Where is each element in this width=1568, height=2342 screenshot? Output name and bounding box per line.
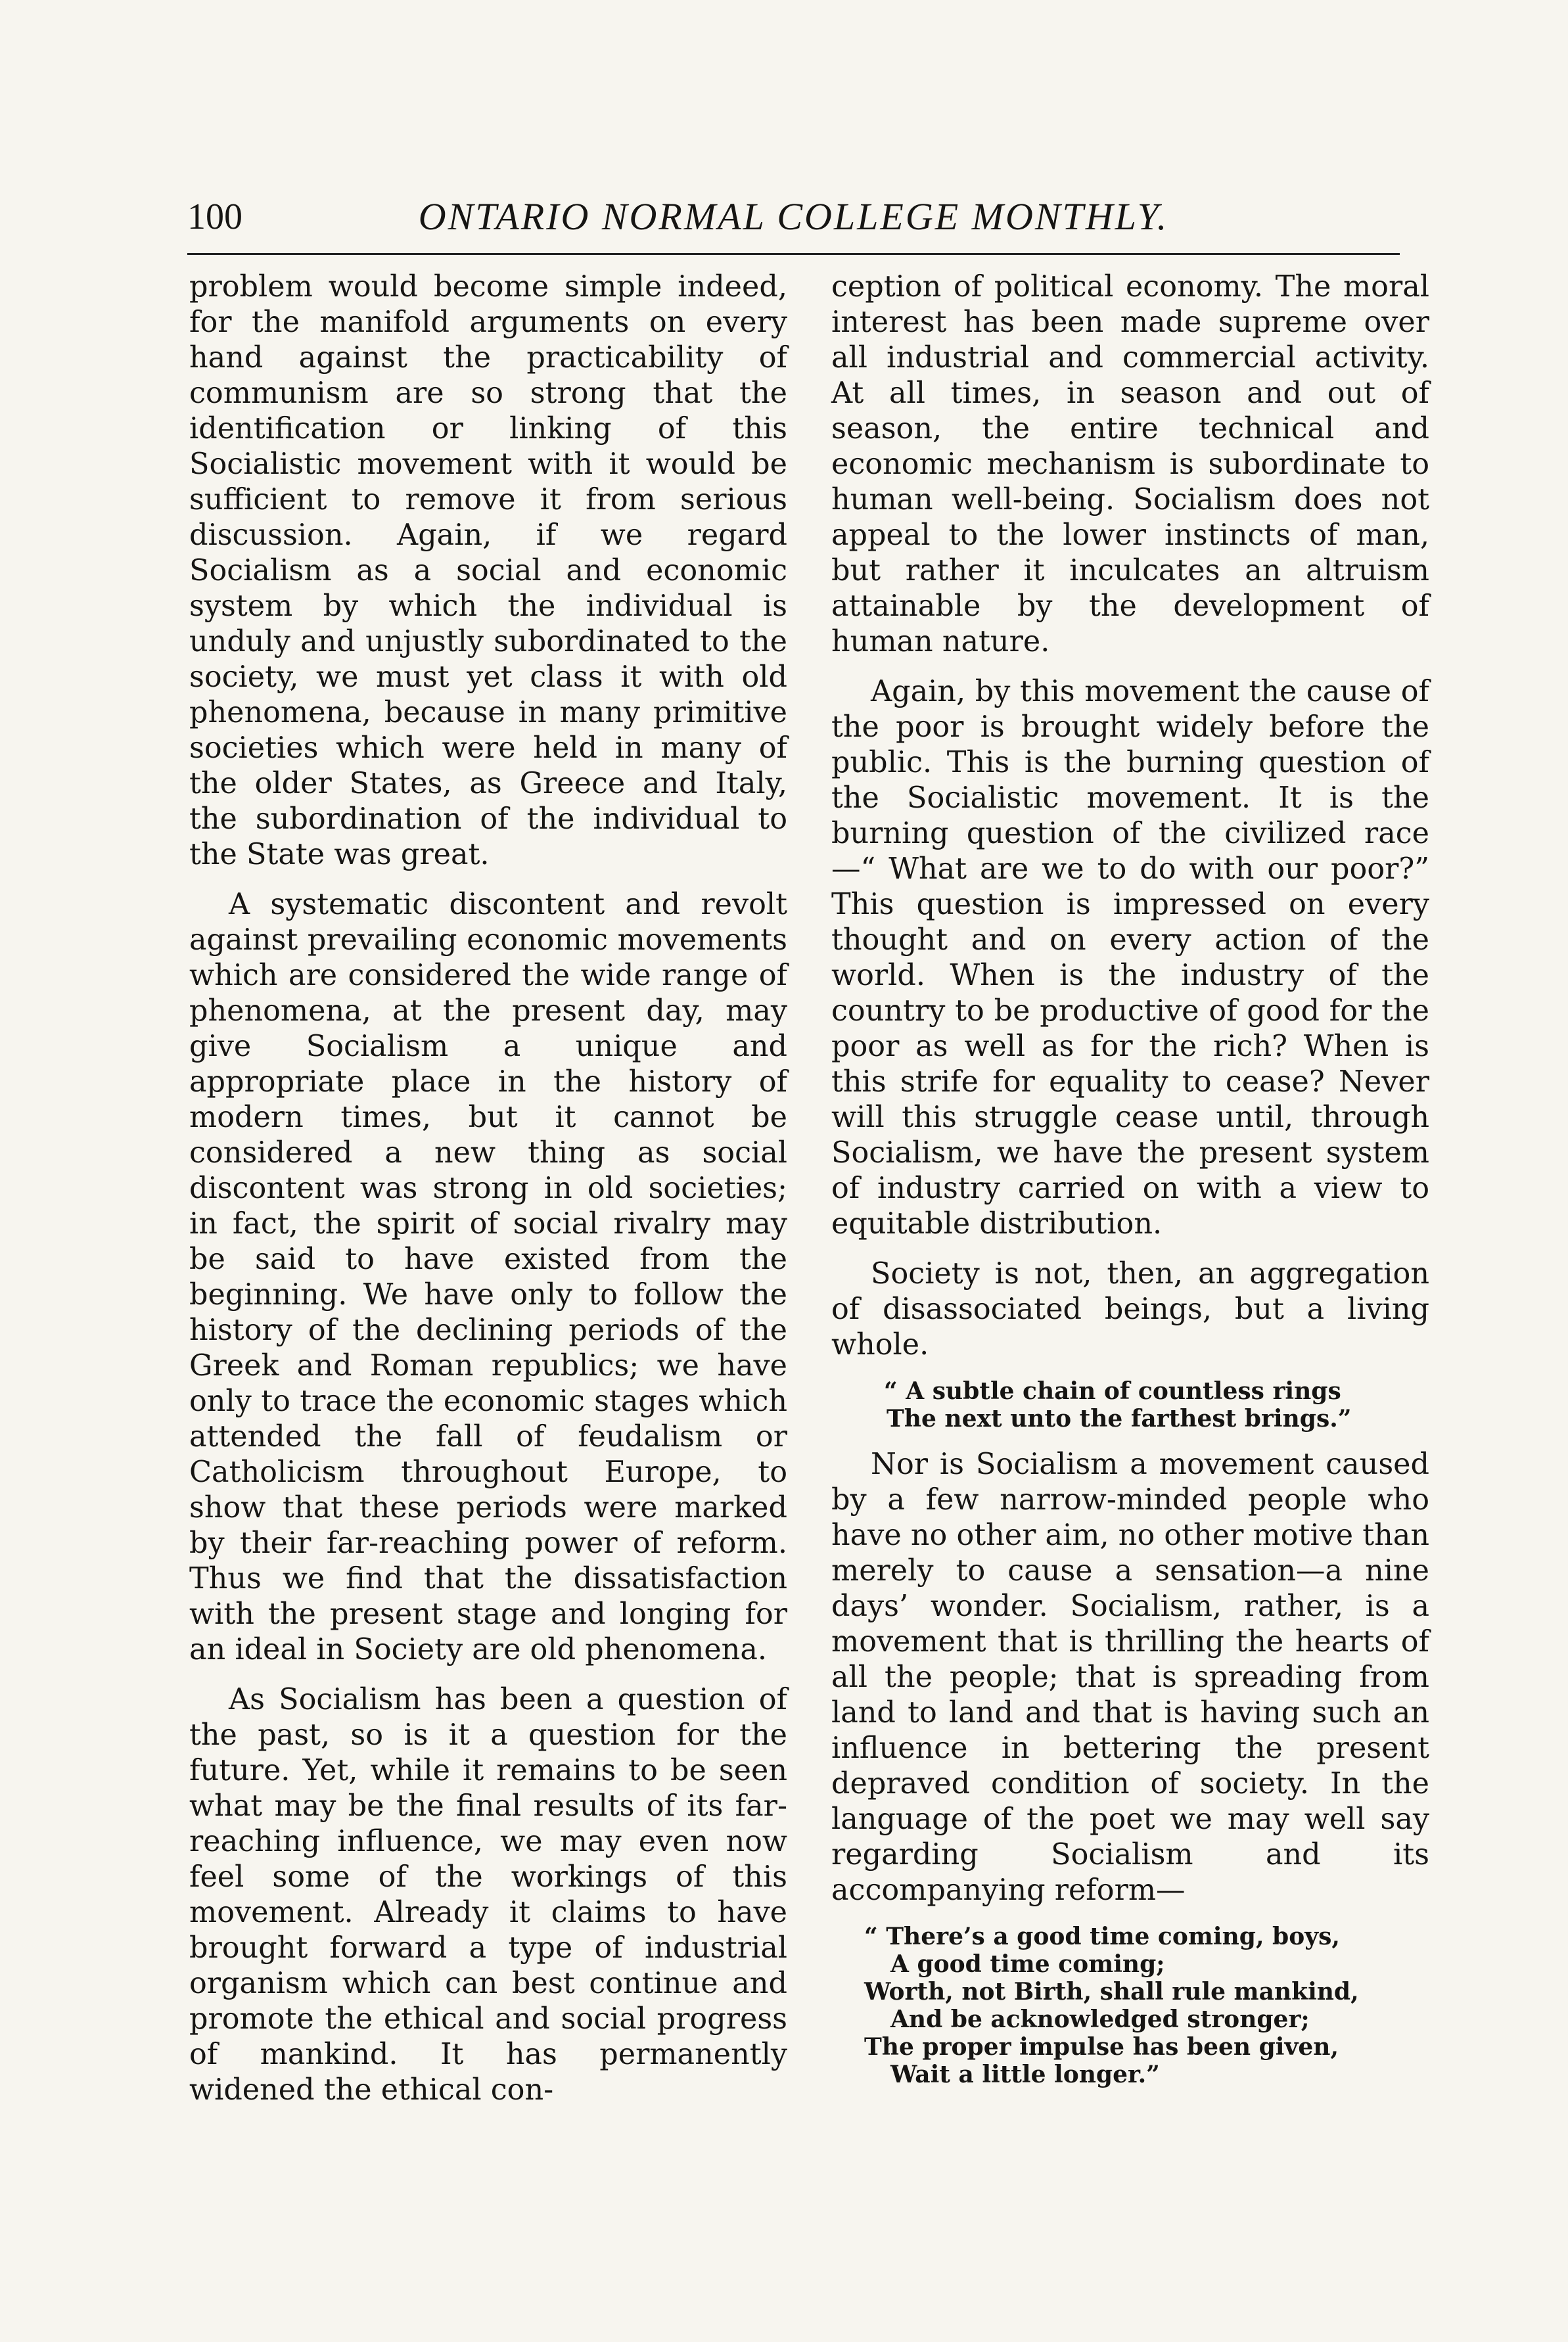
verse-quote xyxy=(831,1377,1429,1433)
header-rule xyxy=(187,253,1400,255)
verse-line: Worth, not Birth, shall rule mankind, xyxy=(864,1978,1359,2006)
verse-line: And be acknowledged stronger; xyxy=(890,2006,1310,2033)
verse-quote xyxy=(831,1923,1429,2088)
verse-line: “ There’s a good time coming, boys, xyxy=(864,1923,1340,1950)
paragraph: Again, by this movement the cause of the poor is brought widely before the public. This is the burning question of the Socialistic movement. It is the burning question of the civilized race—“ What are we to do with our poor?” This question is impressed on every thought and on every action of the world. When is the industry of the country to be productive of good for the poor as well as for the rich? When is this strife for equality to cease? Never will this struggle cease until, through Socialism, we have the present system of industry carried on with a view to equitable distribution. xyxy=(831,675,1429,1241)
paragraph: A systematic discontent and revolt against prevailing economic movements which are considered the wide range of phenomena, at the present day, may give Socialism a unique and appropriate place in the history of modern times, but it cannot be considered a new thing as social discontent was strong in old societies; in fact, the spirit of social rivalry may be said to have existed from the beginning. We have only to follow the history of the declining periods of the Greek and Roman republics; we have only to trace the economic stages which attended the fall of feudalism or Catholicism throughout Europe, to show that these periods were marked by their far-reaching power of reform. Thus we find that the dissatisfaction with the present stage and longing for an ideal in Society are old phenomena. xyxy=(189,888,787,1666)
verse-line: “ A subtle chain of countless rings xyxy=(884,1377,1341,1405)
left-column xyxy=(189,269,787,2123)
paragraph: As Socialism has been a question of the past, so is it a question for the future. Yet, while it remains to be seen what may be the final results of its far-reaching influence, we may even now feel some of the workings of this movement. Already it claims to have brought forward a type of industrial organism which can best continue and promote the ethical and social progress of mankind. It has permanently widened the ethical con- xyxy=(189,1683,787,2107)
page-number: 100 xyxy=(187,196,242,237)
paragraph: problem would become simple indeed, for the manifold arguments on every hand against the practicability of communism are so strong that the identification or linking of this Socialistic movement with it would be sufficient to remove it from serious discussion. Again, if we regard Socialism as a social and economic system by which the individual is unduly and unjustly subordinated to the society, we must yet class it with old phenomena, because in many primitive societies which were held in many of the older States, as Greece and Italy, the subordination of the individual to the State was great. xyxy=(189,270,787,871)
verse-line: The next unto the farthest brings.” xyxy=(887,1405,1352,1433)
paragraph: Society is not, then, an aggregation of disassociated beings, but a living whole. xyxy=(831,1257,1429,1362)
page-header xyxy=(187,194,1400,246)
verse-line: The proper impulse has been given, xyxy=(864,2033,1339,2061)
paragraph: ception of political economy. The moral interest has been made supreme over all industrial and commercial activity. At all times, in season and out of season, the entire technical and economic mechanism is subordinate to human well-being. Socialism does not appeal to the lower instincts of man, but rather it inculcates an altruism attainable by the development of human nature. xyxy=(831,270,1429,658)
paragraph: Nor is Socialism a movement caused by a few narrow-minded people who have no other aim, no other motive than merely to cause a sensation—a nine days’ wonder. Socialism, rather, is a movement that is thrilling the hearts of all the people; that is spreading from land to land and that is having such an influence in bettering the present depraved condition of society. In the language of the poet we may well say regarding Socialism and its accompanying reform— xyxy=(831,1448,1429,1907)
verse-line: A good time coming; xyxy=(890,1950,1165,1978)
right-column xyxy=(831,269,1429,2103)
running-title: ONTARIO NORMAL COLLEGE MONTHLY. xyxy=(418,195,1169,238)
verse-line: Wait a little longer.” xyxy=(890,2061,1160,2088)
